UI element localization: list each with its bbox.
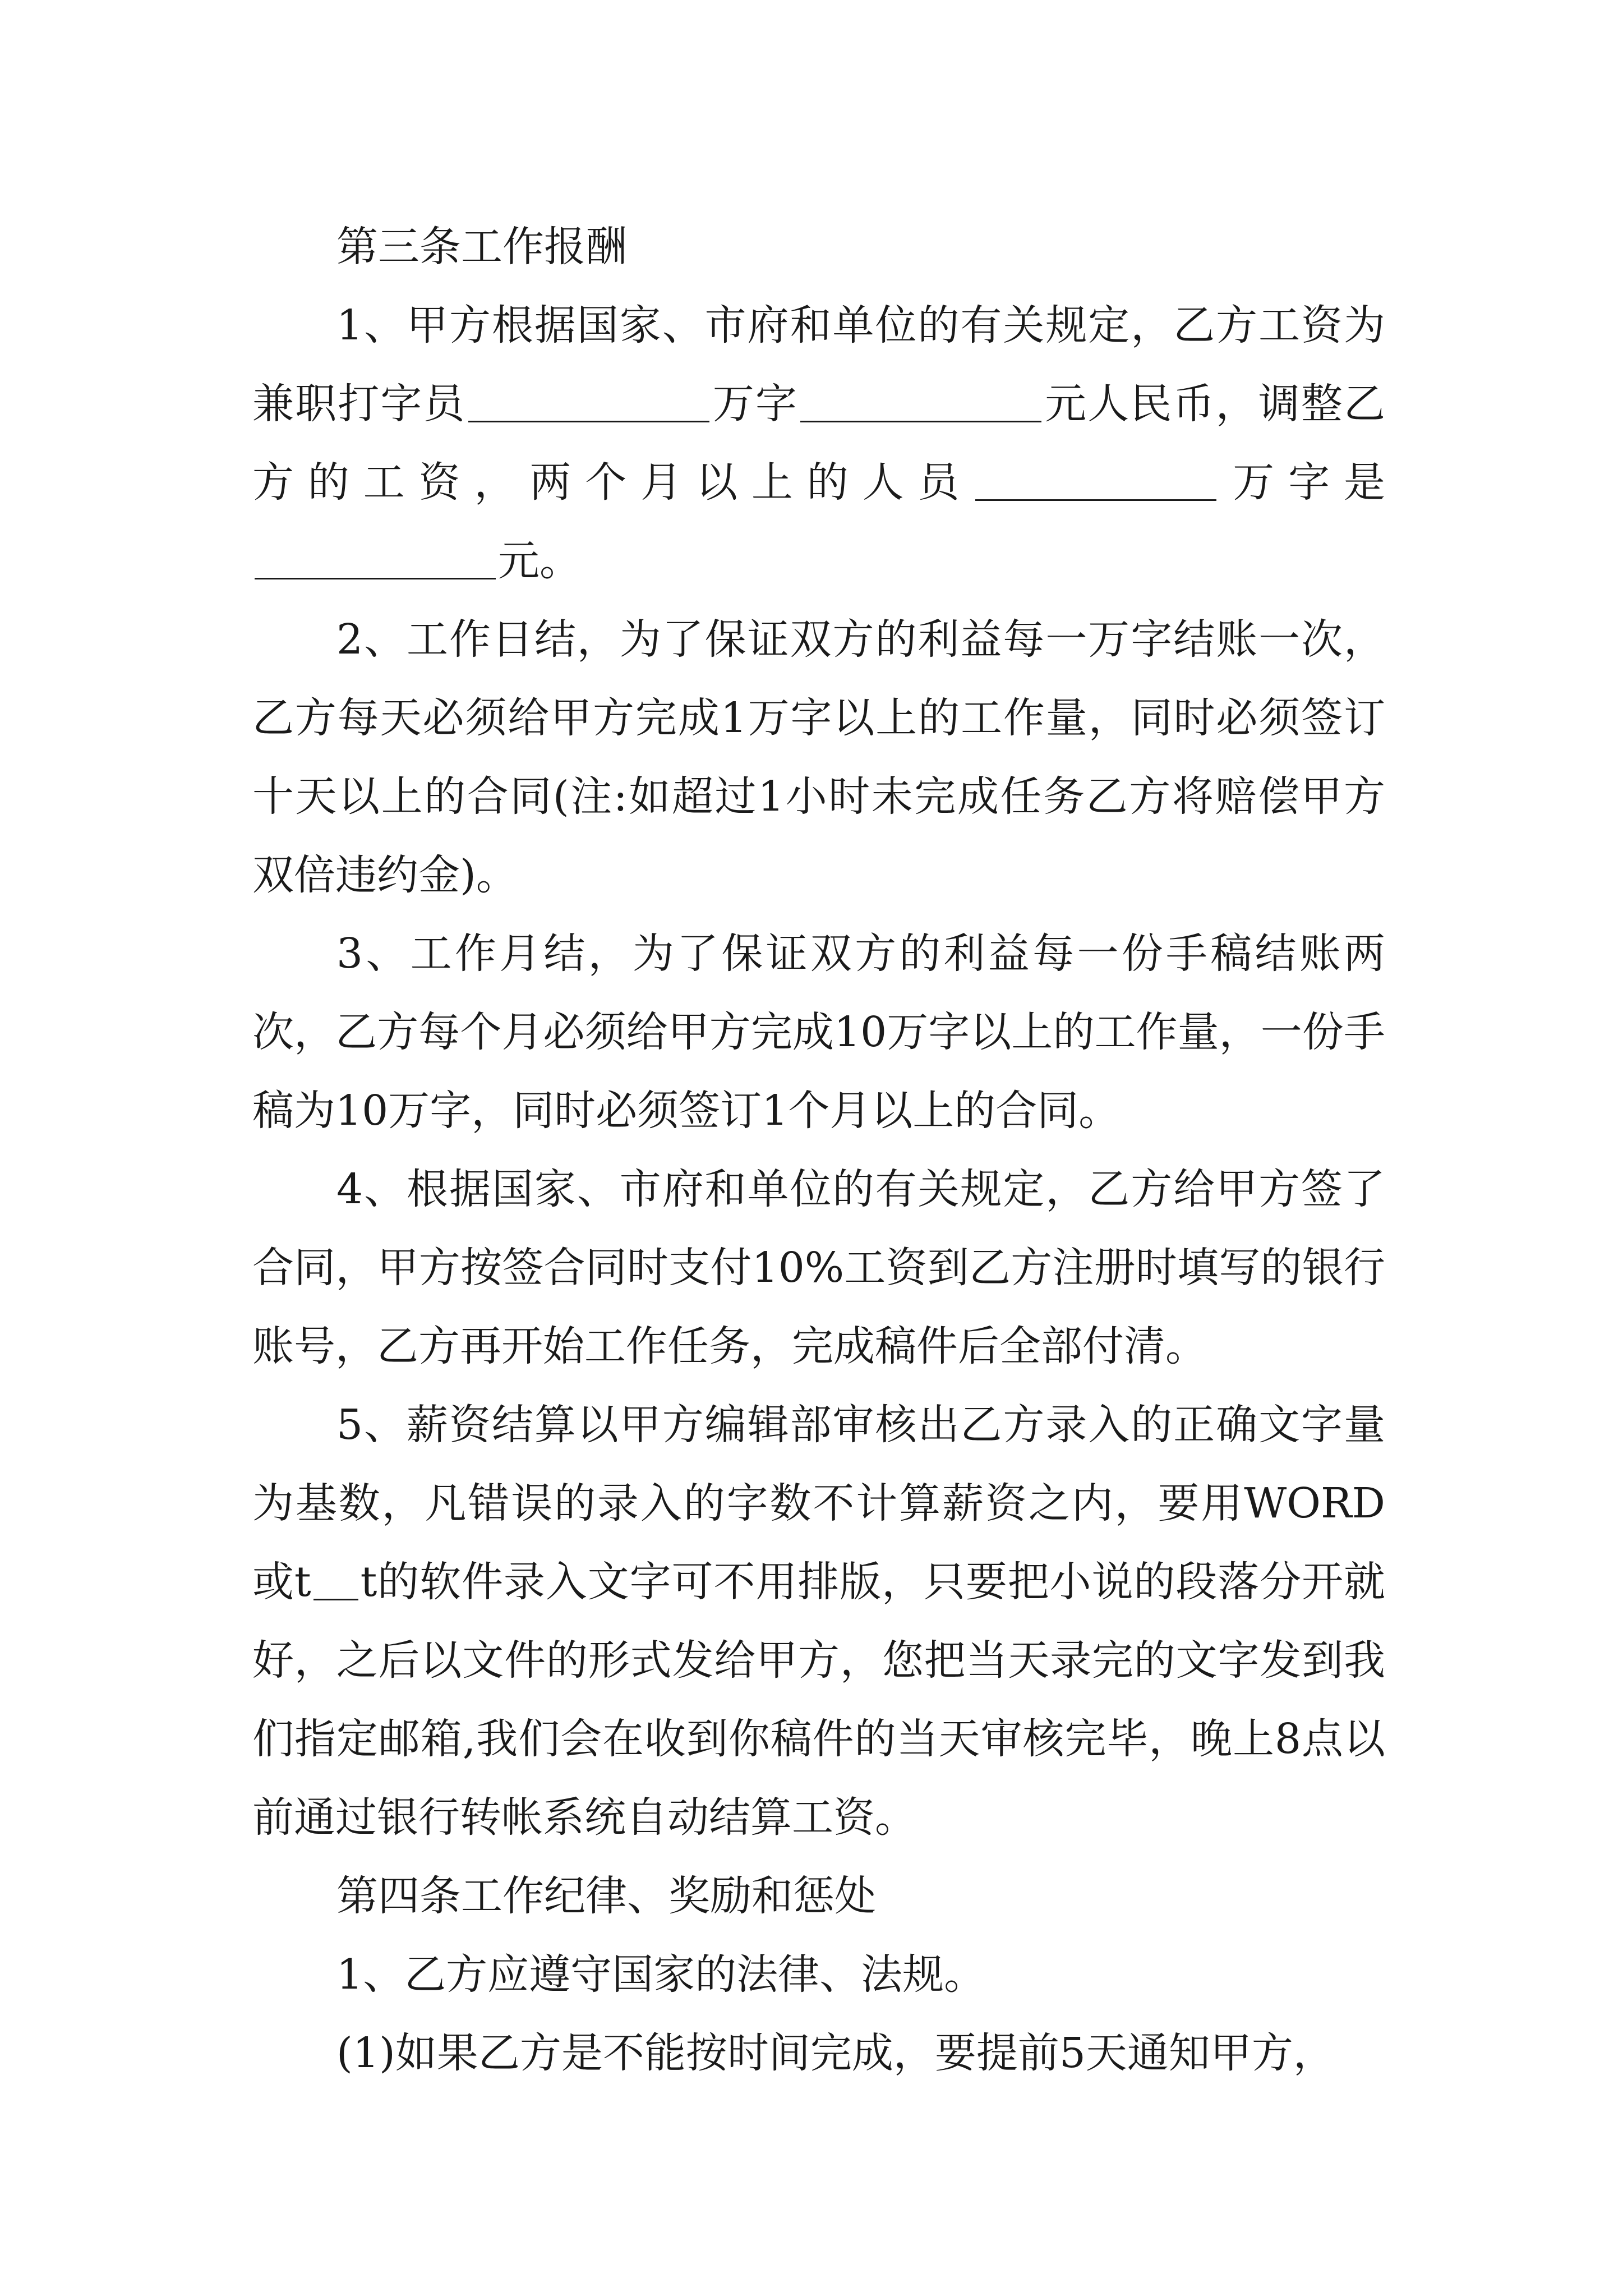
paragraph-text: 元人民币，调整乙方的工资，两个月以上的人员 bbox=[252, 380, 1385, 507]
fill-in-blank bbox=[313, 1557, 358, 1600]
paragraph-4-1: 1、乙方应遵守国家的法律、法规。 bbox=[336, 1950, 986, 1999]
fill-in-blank bbox=[975, 458, 1216, 501]
paragraph-text: 元。 bbox=[498, 537, 581, 585]
paragraph-text: 1、甲方根据国家、市府和单位的有关规定，乙方工资为兼职打字员 bbox=[252, 301, 1385, 428]
document-body bbox=[252, 208, 1385, 2092]
paragraph-3-3: 3、工作月结，为了保证双方的利益每一份手稿结账两次，乙方每个月必须给甲方完成10万字以上的工作量，一份手稿为10万字，同时必须签订1个月以上的合同。 bbox=[252, 930, 1385, 1135]
paragraph-3-4: 4、根据国家、市府和单位的有关规定，乙方给甲方签了合同，甲方按签合同时支付10%工资到乙方注册时填写的银行账号，乙方再开始工作任务，完成稿件后全部付清。 bbox=[252, 1165, 1385, 1370]
fill-in-blank bbox=[800, 379, 1041, 422]
section-4-title: 第四条工作纪律、奖励和惩处 bbox=[336, 1872, 876, 1920]
paragraph-text: 5、薪资结算以甲方编辑部审核出乙方录入的正确文字量为基数，凡错误的录入的字数不计算薪资之内，要用WORD或t bbox=[252, 1401, 1385, 1606]
fill-in-blank bbox=[468, 379, 709, 422]
paragraph-text: 万字是 bbox=[1219, 458, 1385, 507]
paragraph-3-2: 2、工作日结，为了保证双方的利益每一万字结账一次，乙方每天必须给甲方完成1万字以上的工作量，同时必须签订十天以上的合同(注:如超过1小时未完成任务乙方将赔偿甲方双倍违约金)。 bbox=[252, 615, 1385, 899]
paragraph-text: 万字 bbox=[711, 380, 798, 428]
paragraph-text: t的软件录入文字可不用排版，只要把小说的段落分开就好，之后以文件的形式发给甲方，您把当天录完的文字发到我们指定邮箱,我们会在收到你稿件的当天审核完毕，晚上8点以前通过银行转帐系统自动结算工资。 bbox=[252, 1558, 1385, 1842]
fill-in-blank bbox=[255, 536, 496, 579]
paragraph-3-1 bbox=[252, 286, 1385, 600]
section-3-title: 第三条工作报酬 bbox=[336, 223, 627, 271]
paragraph-3-5 bbox=[252, 1386, 1385, 1857]
paragraph-4-1-1: (1)如果乙方是不能按时间完成，要提前5天通知甲方， bbox=[336, 2029, 1335, 2077]
